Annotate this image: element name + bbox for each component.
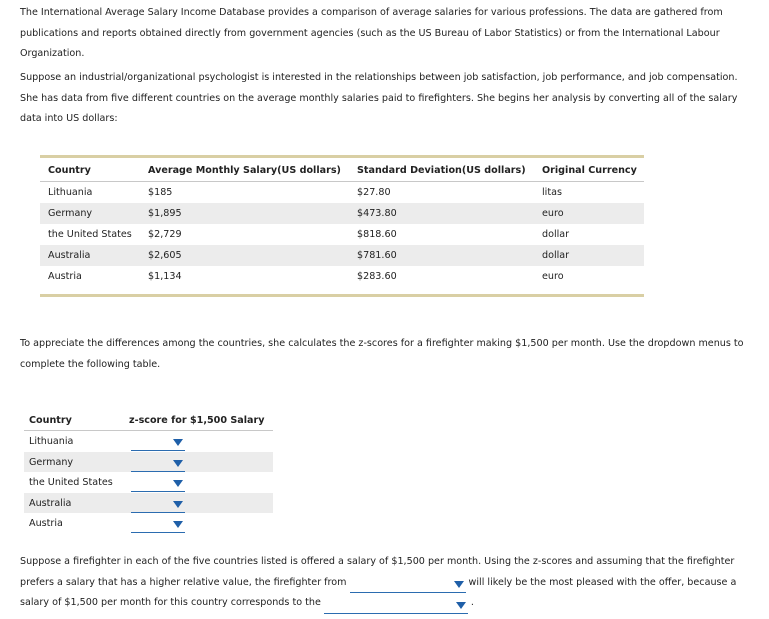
table-header-row <box>40 158 644 182</box>
table-row <box>40 182 644 203</box>
table-row <box>24 472 273 493</box>
header-sd: Standard Deviation(US dollars) <box>357 165 526 176</box>
sd-cell: $473.80 <box>357 208 397 219</box>
header-zscore: z-score for $1,500 Salary <box>129 415 265 426</box>
country-cell: Germany <box>48 208 93 219</box>
country-cell: Austria <box>48 271 82 282</box>
instruction-paragraph: To appreciate the differences among the countries, she calculates the z-scores for a firefighter making $1,500 per month. Use the dropdown menus to complete the following table. <box>20 338 744 370</box>
header-salary: Average Monthly Salary(US dollars) <box>148 165 341 176</box>
table-row <box>24 513 273 534</box>
zscore-dropdown-united-states[interactable] <box>131 477 185 492</box>
question-text-3: . <box>470 597 474 608</box>
setup-paragraph: Suppose an industrial/organizational psychologist is interested in the relationships between job satisfaction, job performance, and job compensation. She has data from five different countries on the average monthly salaries paid to firefighters. She begins her analysis by converting all of the salary data into US dollars: <box>20 72 738 124</box>
table-row <box>24 431 273 452</box>
table-bottom-rule <box>40 294 644 297</box>
zscore-dropdown-germany[interactable] <box>131 457 185 472</box>
country-cell: Lithuania <box>29 436 74 447</box>
correspondence-dropdown[interactable] <box>324 599 468 614</box>
sd-cell: $781.60 <box>357 250 397 261</box>
question-paragraph <box>20 552 752 614</box>
zscore-dropdown-australia[interactable] <box>131 498 185 513</box>
country-cell: the United States <box>29 477 113 488</box>
table-header-row <box>24 410 273 431</box>
table-row <box>40 203 644 224</box>
country-cell: Lithuania <box>48 187 93 198</box>
salary-cell: $2,729 <box>148 229 182 240</box>
salary-cell: $2,605 <box>148 250 182 261</box>
country-cell: Germany <box>29 456 74 468</box>
currency-cell: dollar <box>542 229 570 240</box>
table-row <box>40 224 644 245</box>
caret-down-icon <box>454 581 464 588</box>
question-text-1: Suppose a firefighter in each of the five countries listed is offered a salary of $1,500 per month. Using the z-scores and assuming that the firefighter prefers a salary that has a higher relative value, the firefighter from <box>20 556 735 588</box>
table-row <box>24 493 273 514</box>
salary-cell: $1,895 <box>148 208 182 219</box>
zscore-dropdown-austria[interactable] <box>131 518 185 533</box>
header-country: Country <box>29 415 72 426</box>
zscore-table <box>24 410 273 534</box>
caret-down-icon <box>173 480 183 487</box>
sd-cell: $27.80 <box>357 187 391 198</box>
country-cell: Australia <box>48 250 91 261</box>
table-row <box>40 266 644 287</box>
table-row <box>24 452 273 473</box>
salary-table <box>40 155 644 297</box>
question-text-2: will likely be the most pleased with the offer, because a salary of $1,500 per month for this country corresponds to the <box>20 576 737 608</box>
country-cell: the United States <box>48 229 132 240</box>
salary-cell: $1,134 <box>148 271 182 282</box>
zscore-dropdown-lithuania[interactable] <box>131 436 185 451</box>
intro-paragraph: The International Average Salary Income Database provides a comparison of average salaries for various professions. The data are gathered from publications and reports obtained directly from government agencies (such as the US Bureau of Labor Statistics) or from the International Labour Organization. <box>20 7 723 59</box>
caret-down-icon <box>173 501 183 508</box>
salary-cell: $185 <box>148 187 173 198</box>
caret-down-icon <box>173 439 183 446</box>
sd-cell: $283.60 <box>357 271 397 282</box>
sd-cell: $818.60 <box>357 229 397 240</box>
currency-cell: euro <box>542 271 564 282</box>
currency-cell: litas <box>542 187 562 198</box>
country-dropdown[interactable] <box>350 578 466 593</box>
header-currency: Original Currency <box>542 165 637 176</box>
header-country: Country <box>48 165 91 176</box>
caret-down-icon <box>456 602 466 609</box>
currency-cell: dollar <box>542 250 570 261</box>
country-cell: Austria <box>29 518 63 529</box>
caret-down-icon <box>173 521 183 528</box>
table-row <box>40 245 644 266</box>
caret-down-icon <box>173 460 183 467</box>
country-cell: Australia <box>29 497 72 509</box>
currency-cell: euro <box>542 208 564 219</box>
